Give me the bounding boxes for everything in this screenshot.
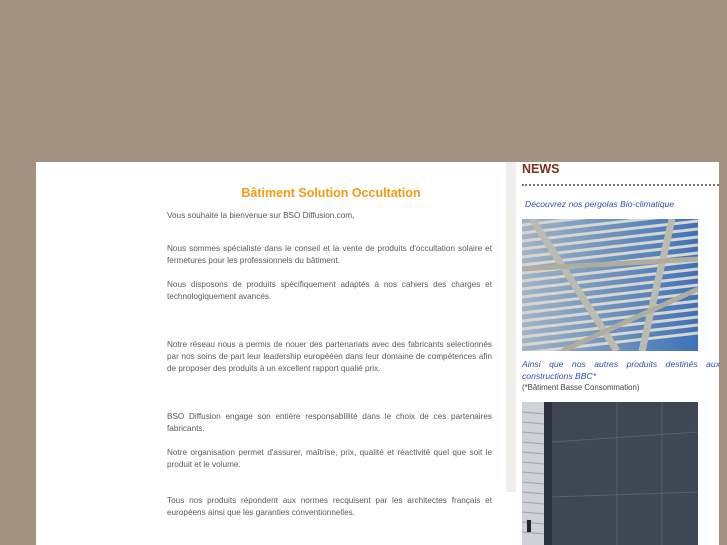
facade-image[interactable]	[522, 402, 698, 545]
column-divider	[506, 162, 516, 492]
bbc-footnote: (*Bâtiment Basse Consommation)	[522, 383, 640, 392]
intro-paragraph: Nous sommes spécialiste dans le conseil et la vente de produits d'occultation solaire et fermetures pour les professionnels du bâtiment.	[167, 244, 492, 265]
content-panel	[36, 162, 719, 545]
pergola-image[interactable]	[522, 219, 698, 351]
pergola-link[interactable]: Découvrez nos pergolas Bio-climatique	[525, 199, 675, 209]
responsibility-paragraph: BSO Diffusion engage son entière responsablilité dans le choix de ces partenaires fabricants.	[167, 412, 492, 433]
news-divider	[522, 184, 719, 186]
organisation-paragraph: Notre organisation permet d'assurer, maîtrise, prix, qualité et réactivité quel que soit le produit et le volume.	[167, 448, 492, 469]
page-title: Bâtiment Solution Occultation	[241, 186, 421, 200]
norms-paragraph: Tous nos produits répondent aux normes recquisent par les architectes français et européens ainsi que les garanties conventionnelles.	[167, 496, 492, 517]
bbc-products-link[interactable]: Ainsi que nos autres produits destinés aux constructions BBC*	[522, 359, 720, 381]
news-heading: NEWS	[522, 162, 560, 176]
products-paragraph: Nous disposons de produits spécifiquement adaptés à nos cahiers des charges et technologiquement avancés.	[167, 280, 492, 301]
news-sidebar	[517, 162, 719, 545]
main-content	[36, 162, 506, 545]
welcome-paragraph: Vous souhaite la bienvenue sur BSO Diffusion.com,	[167, 211, 355, 220]
network-paragraph: Notre réseau nous a permis de nouer des partenariats avec des fabricants selectionnés par nos soins de part leur leadership europééen dans leur domaine de compétences afin de proposer des produits à un excellent rapport qualié prix.	[167, 340, 492, 373]
